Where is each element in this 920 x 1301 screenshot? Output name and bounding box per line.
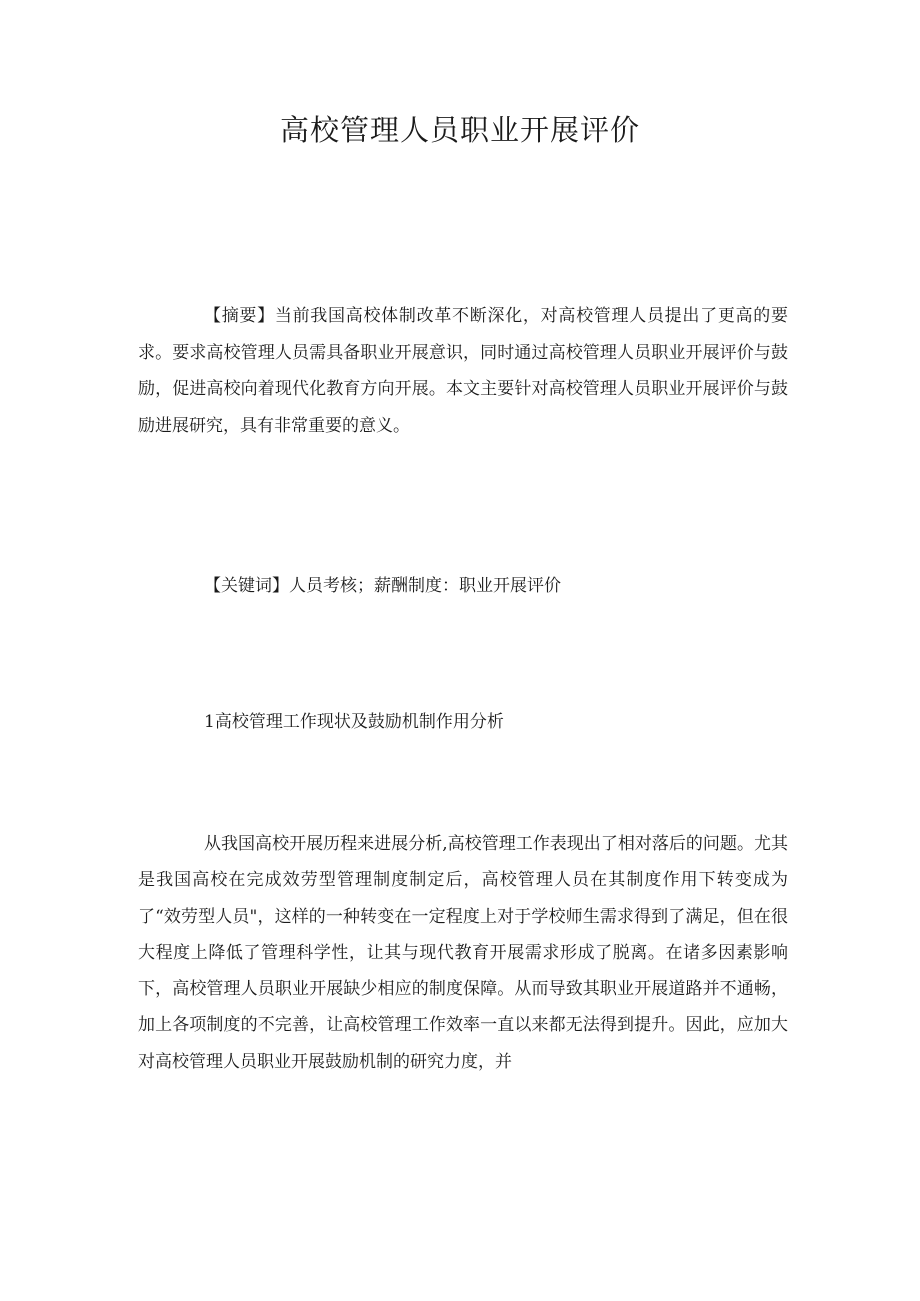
keywords-line: 【关键词】人员考核；薪酬制度：职业开展评价: [204, 576, 561, 596]
body-paragraph: 从我国高校开展历程来进展分析,高校管理工作表现出了相对落后的问题。尤其是我国高校在完成效劳型管理制度制定后，高校管理人员在其制度作用下转变成为了“效劳型人员"，这样的一种转变在一定程度上对于学校师生需求得到了满足，但在很大程度上降低了管理科学性，让其与现代教育开展需求形成了脱离。在诸多因素影响下，高校管理人员职业开展缺少相应的制度保障。从而导致其职业开展道路并不通畅，加上各项制度的不完善，让高校管理工作效率一直以来都无法得到提升。因此，应加大对高校管理人员职业开展鼓励机制的研究力度，并: [138, 834, 788, 1072]
document-title: 高校管理人员职业开展评价: [279, 113, 640, 147]
abstract-paragraph: 【摘要】当前我国高校体制改革不断深化，对高校管理人员提出了更高的要求。要求高校管理人员需具备职业开展意识，同时通过高校管理人员职业开展评价与鼓励，促进高校向着现代化教育方向开展。本文主要针对高校管理人员职业开展评价与鼓励进展研究，具有非常重要的意义。: [138, 306, 788, 436]
section-heading: 1高校管理工作现状及鼓励机制作用分析: [204, 712, 504, 732]
